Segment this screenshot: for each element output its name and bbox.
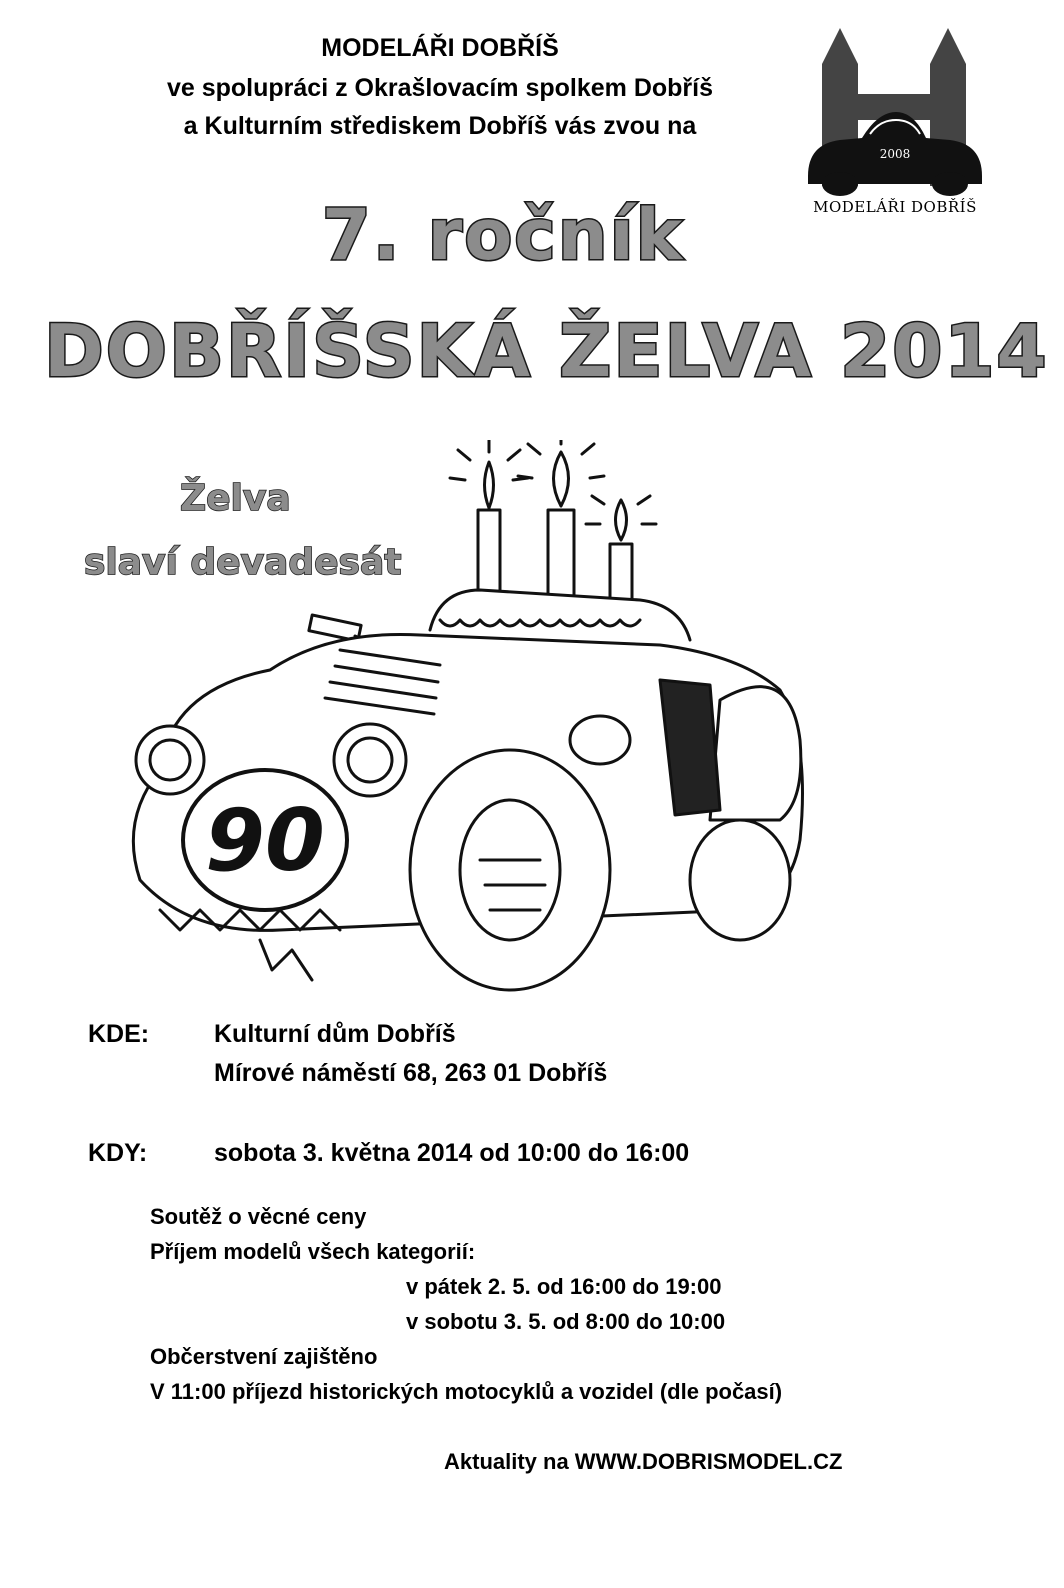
slogan-line-2: slaví devadesát: [84, 542, 402, 583]
organizer-title: MODELÁŘI DOBŘÍŠ: [321, 34, 559, 62]
candle-icon: [450, 440, 528, 600]
event-title: DOBŘÍŠSKÁ ŽELVA 2014: [44, 309, 1049, 393]
number-plate: [183, 770, 347, 910]
intake-heading: Příjem modelů všech kategorií:: [150, 1239, 476, 1264]
edition-title: 7. ročník: [322, 194, 685, 276]
armored-car-illustration: [100, 440, 840, 1020]
event-datetime: sobota 3. května 2014 od 10:00 do 16:00: [214, 1139, 690, 1167]
logo-caption: MODELÁŘI DOBŘÍŠ: [813, 198, 977, 216]
number-plate-value: 90: [205, 791, 325, 891]
website-note: Aktuality na WWW.DOBRISMODEL.CZ: [444, 1449, 843, 1474]
modelari-logo: [800, 26, 990, 226]
logo-year: 2008: [879, 147, 911, 161]
refreshments-note: Občerstvení zajištěno: [150, 1344, 378, 1369]
intake-saturday: v sobotu 3. 5. od 8:00 do 10:00: [406, 1309, 726, 1334]
partner-line-2: a Kulturním střediskem Dobříš vás zvou na: [183, 112, 697, 140]
venue-name: Kulturní dům Dobříš: [214, 1020, 456, 1048]
competition-note: Soutěž o věcné ceny: [150, 1204, 367, 1229]
slogan-line-1: Želva: [180, 478, 291, 519]
where-label: KDE:: [88, 1020, 150, 1048]
when-label: KDY:: [88, 1139, 148, 1167]
parade-note: V 11:00 příjezd historických motocyklů a vozidel (dle počasí): [150, 1379, 783, 1404]
partner-line-1: ve spolupráci z Okrašlovacím spolkem Dobříš: [166, 74, 714, 102]
intake-friday: v pátek 2. 5. od 16:00 do 19:00: [406, 1274, 722, 1299]
venue-address: Mírové náměstí 68, 263 01 Dobříš: [214, 1059, 608, 1087]
